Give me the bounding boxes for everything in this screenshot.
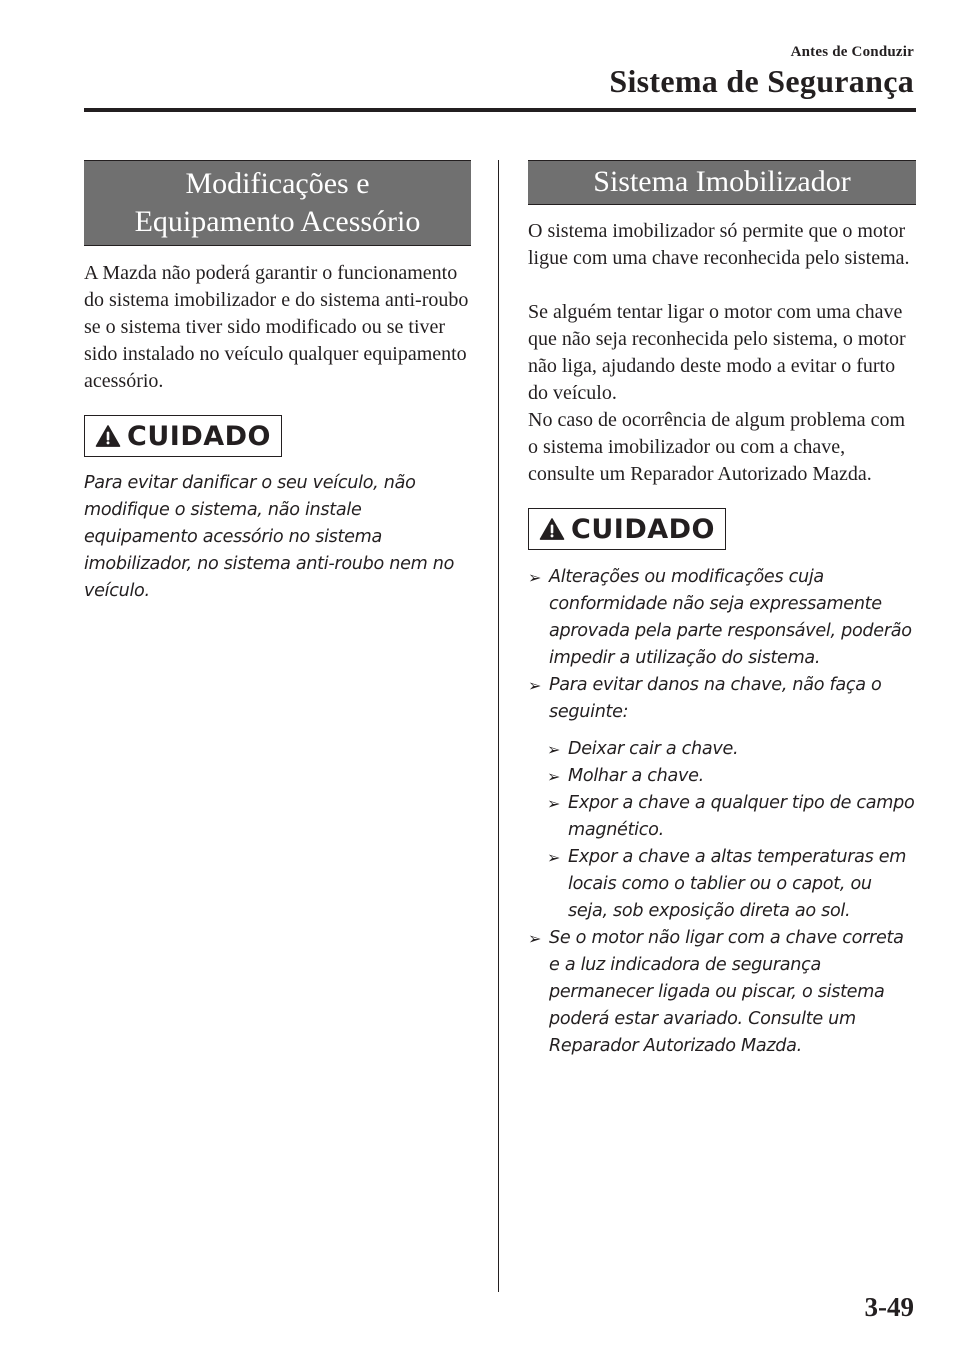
section-banner-modificacoes — [84, 160, 471, 246]
caution-wrapper-right — [528, 508, 916, 550]
list-item — [547, 844, 916, 925]
page-number: 3-49 — [864, 1292, 914, 1322]
section-banner-imobilizador — [528, 160, 916, 205]
arrow-bullet-icon: ➢ — [528, 929, 542, 948]
arrow-bullet-icon: ➢ — [547, 740, 561, 759]
list-item — [528, 672, 916, 726]
bullet-text: Se o motor não ligar com a chave correta e a luz indicadora de segurança permanecer ligada ou piscar, o sistema poderá estar avariado. Consulte um Reparador Autorizado Mazda. — [549, 928, 904, 1056]
caution-text: Para evitar danificar o seu veículo, não modifique o sistema, não instale equipamento acessório no sistema imobilizador, no sistema anti-roubo nem no veículo. — [84, 473, 455, 601]
banner-title-line2: Equipamento Acessório — [134, 205, 421, 238]
imobilizador-paragraph-3: No caso de ocorrência de algum problema com o sistema imobilizador ou com a chave, consulte um Reparador Autorizado Mazda. — [528, 409, 906, 485]
arrow-bullet-icon: ➢ — [528, 676, 542, 695]
bullet-text: Para evitar danos na chave, não faça o seguinte: — [549, 675, 882, 722]
header-rule — [84, 108, 916, 112]
sub-bullet-text: Molhar a chave. — [568, 766, 704, 786]
sub-bullet-text: Expor a chave a altas temperaturas em locais como o tablier ou o capot, ou seja, sob exposição direta ao sol. — [568, 847, 907, 921]
arrow-bullet-icon: ➢ — [528, 568, 542, 587]
column-divider — [498, 160, 499, 1292]
list-item — [528, 925, 916, 1060]
arrow-bullet-icon: ➢ — [547, 767, 561, 786]
caution-label: CUIDADO — [127, 420, 271, 452]
caution-label: CUIDADO — [571, 513, 715, 545]
bullet-text: Alterações ou modificações cuja conformidade não seja expressamente aprovada pela parte responsável, poderão impedir a utilização do sistema. — [549, 567, 912, 668]
sub-bullet-text: Expor a chave a qualquer tipo de campo magnético. — [568, 793, 915, 840]
imobilizador-paragraph-1: O sistema imobilizador só permite que o motor ligue com uma chave reconhecida pelo sistema. — [528, 220, 910, 269]
banner-title: Sistema Imobilizador — [593, 165, 851, 198]
list-item — [547, 736, 916, 763]
left-column — [84, 160, 471, 605]
caution-box — [528, 508, 726, 550]
running-head — [609, 44, 914, 100]
caution-list — [528, 564, 916, 1060]
arrow-bullet-icon: ➢ — [547, 794, 561, 813]
list-item — [528, 564, 916, 672]
list-item — [547, 790, 916, 844]
chapter-title: Antes de Conduzir — [790, 44, 914, 60]
sub-bullet-text: Deixar cair a chave. — [568, 739, 739, 759]
section-title: Sistema de Segurança — [609, 63, 914, 99]
warning-icon — [539, 513, 565, 545]
warning-icon — [95, 420, 121, 452]
banner-title-line1: Modificações e — [185, 167, 370, 200]
caution-wrapper-left — [84, 415, 471, 457]
sub-list — [547, 736, 916, 925]
arrow-bullet-icon: ➢ — [547, 848, 561, 867]
caution-box — [84, 415, 282, 457]
modificacoes-paragraph: A Mazda não poderá garantir o funcionamento do sistema imobilizador e do sistema anti-roubo se o sistema tiver sido modificado ou se tiver sido instalado no veículo qualquer equipamento acessório. — [84, 262, 469, 392]
imobilizador-paragraph-2: Se alguém tentar ligar o motor com uma chave que não seja reconhecida pelo sistema, o motor não liga, ajudando deste modo a evitar o furto do veículo. — [528, 301, 906, 404]
list-item — [547, 763, 916, 790]
right-column — [528, 160, 916, 1060]
